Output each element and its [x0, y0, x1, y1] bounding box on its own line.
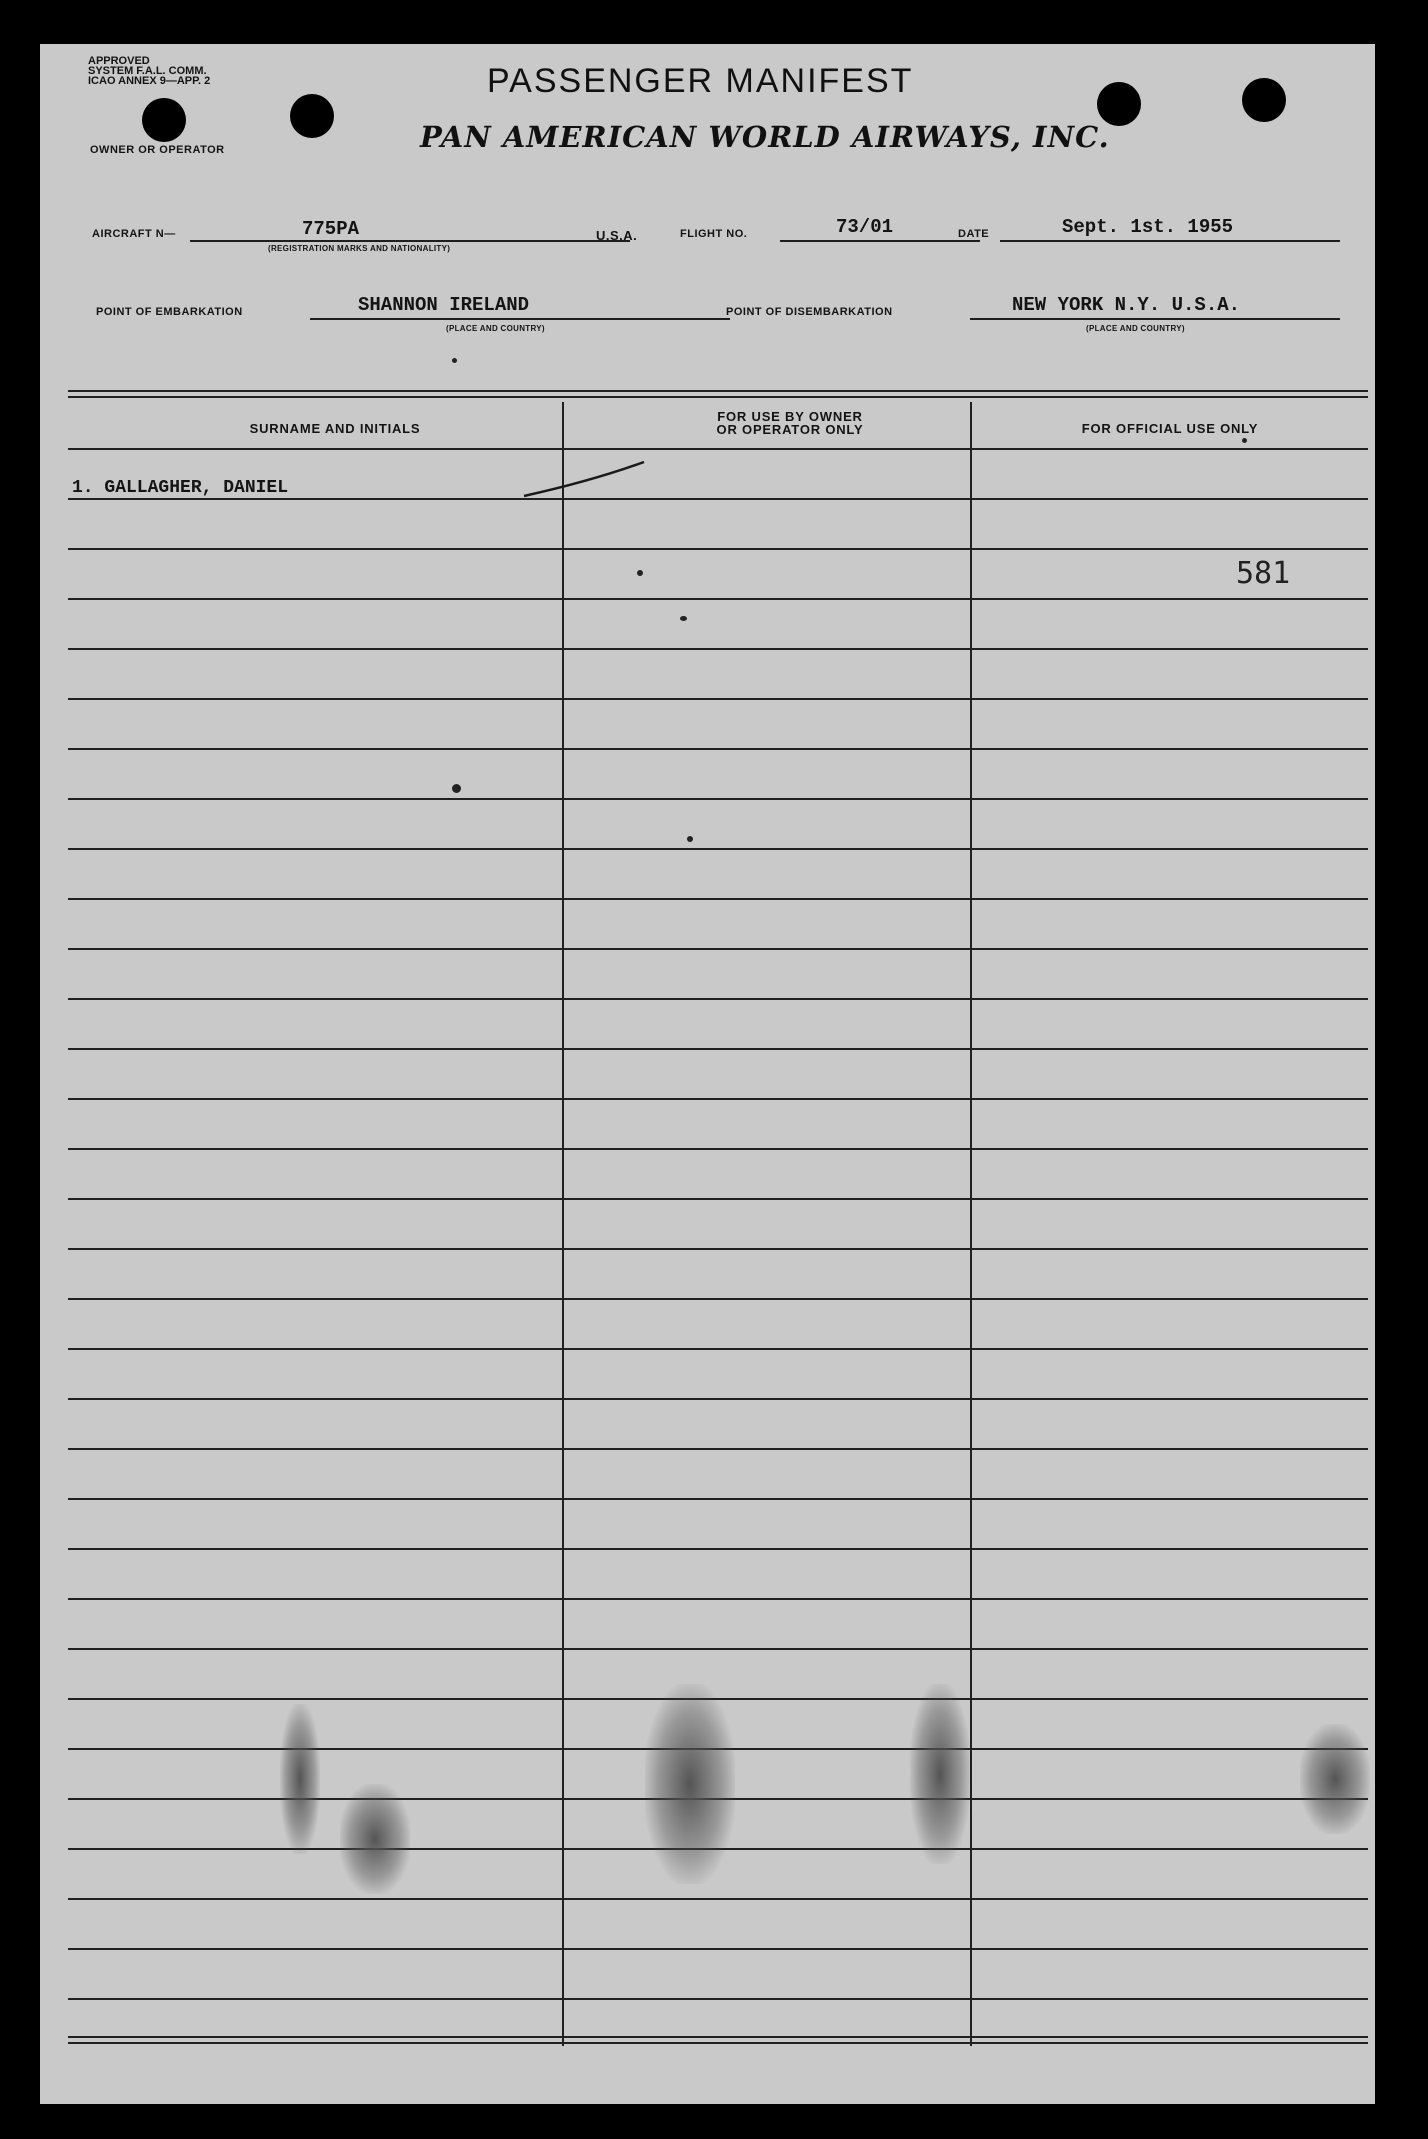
speck: [680, 616, 687, 621]
smudge: [280, 1704, 320, 1854]
row-rule: [68, 1048, 1368, 1050]
row-rule: [68, 1998, 1368, 2000]
aircraft-label: AIRCRAFT N—: [92, 228, 176, 240]
embarkation-label: POINT OF EMBARKATION: [96, 306, 243, 318]
row-rule: [68, 1098, 1368, 1100]
row-rule: [68, 1198, 1368, 1200]
punch-hole: [290, 94, 334, 138]
row-rule: [68, 948, 1368, 950]
row-rule: [68, 648, 1368, 650]
row-rule: [68, 1948, 1368, 1950]
aircraft-value: 775PA: [302, 218, 360, 240]
approval-note: APPROVED SYSTEM F.A.L. COMM. ICAO ANNEX 9—APP. 2: [88, 55, 211, 87]
official-number: 581: [1236, 556, 1291, 591]
row-rule: [68, 1598, 1368, 1600]
operator-name: PAN AMERICAN WORLD AIRWAYS, INC.: [420, 120, 1110, 154]
row-rule: [68, 1348, 1368, 1350]
row-rule: [68, 798, 1368, 800]
punch-hole: [142, 98, 186, 142]
table-top-rule: [68, 396, 1368, 398]
smudge: [910, 1684, 970, 1864]
row-rule: [68, 998, 1368, 1000]
row-rule: [68, 748, 1368, 750]
col-header-operator: FOR USE BY OWNER OR OPERATOR ONLY: [716, 409, 864, 437]
manifest-sheet: [40, 44, 1375, 2104]
row-rule: [68, 1148, 1368, 1150]
speck: [1242, 438, 1247, 443]
disembarkation-caption: (PLACE AND COUNTRY): [1086, 324, 1185, 333]
date-label: DATE: [958, 228, 990, 240]
table-top-rule: [68, 390, 1368, 392]
pen-tick: [520, 454, 650, 504]
disembarkation-value: NEW YORK N.Y. U.S.A.: [1012, 294, 1241, 316]
speck: [452, 784, 461, 793]
page-title: PASSENGER MANIFEST: [487, 62, 914, 100]
speck: [687, 836, 693, 842]
row-rule: [68, 1648, 1368, 1650]
passenger-entry: 1. GALLAGHER, DANIEL: [72, 478, 289, 498]
smudge: [645, 1684, 735, 1884]
row-rule: [68, 848, 1368, 850]
row-rule: [68, 1398, 1368, 1400]
flight-no-label: FLIGHT NO.: [680, 228, 748, 240]
row-rule: [68, 598, 1368, 600]
smudge: [340, 1784, 410, 1894]
row-rule: [68, 1548, 1368, 1550]
row-rule: [68, 498, 1368, 500]
header-rule: [68, 448, 1368, 450]
table-bottom-rule: [68, 2042, 1368, 2044]
col-header-surname: SURNAME AND INITIALS: [249, 421, 421, 436]
speck: [637, 570, 643, 576]
usa-label: U.S.A.: [596, 228, 638, 243]
col-header-official: FOR OFFICIAL USE ONLY: [1081, 421, 1259, 436]
row-rule: [68, 698, 1368, 700]
row-rule: [68, 1498, 1368, 1500]
row-rule: [68, 1898, 1368, 1900]
disembarkation-label: POINT OF DISEMBARKATION: [726, 306, 893, 318]
embarkation-caption: (PLACE AND COUNTRY): [446, 324, 545, 333]
row-rule: [68, 898, 1368, 900]
embarkation-value: SHANNON IRELAND: [358, 294, 530, 316]
row-rule: [68, 1298, 1368, 1300]
row-rule: [68, 548, 1368, 550]
smudge: [1300, 1724, 1370, 1834]
registration-caption: (REGISTRATION MARKS AND NATIONALITY): [268, 244, 451, 253]
table-bottom-rule: [68, 2036, 1368, 2038]
row-rule: [68, 1448, 1368, 1450]
flight-no-value: 73/01: [836, 216, 894, 238]
row-rule: [68, 1248, 1368, 1250]
date-value: Sept. 1st. 1955: [1062, 216, 1234, 238]
punch-hole: [1242, 78, 1286, 122]
speck: [452, 358, 457, 363]
owner-label: OWNER OR OPERATOR: [90, 144, 225, 156]
